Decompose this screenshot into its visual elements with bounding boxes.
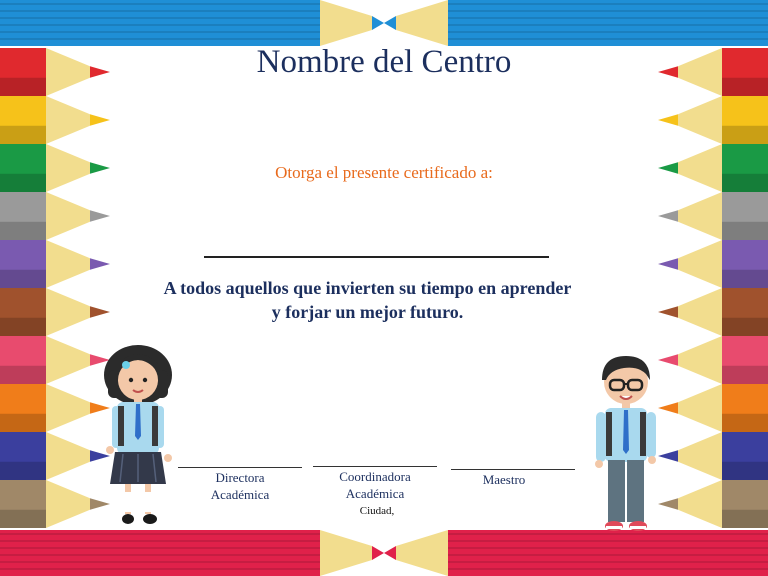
signature-label-maestro: Maestro <box>482 472 526 487</box>
signature-line-coordinadora <box>313 466 437 467</box>
pencil-left-6 <box>0 288 110 336</box>
pencil-right-7 <box>658 336 768 384</box>
certificate-subtitle: Otorga el presente certificado a: <box>275 163 493 182</box>
boy-student-illustration <box>588 350 664 540</box>
city-label: Ciudad, <box>359 505 395 517</box>
pencil-right-6 <box>658 288 768 336</box>
right-pencil-border <box>658 48 768 528</box>
signature-label-coordinadora: Coordinadora Académica <box>339 469 411 501</box>
certificate-message <box>140 276 595 324</box>
girl-student-illustration <box>98 342 182 532</box>
top-pencil-left-tip <box>320 0 372 46</box>
top-pencil-border <box>0 0 768 46</box>
pencil-right-4 <box>658 192 768 240</box>
message-line-1: A todos aquellos que invierten su tiempo en aprender <box>163 278 572 298</box>
pencil-left-1 <box>0 48 110 96</box>
bottom-pencil-left-tip <box>320 530 372 576</box>
top-pencil-right-tip <box>396 0 448 46</box>
signature-line-directora <box>178 467 302 468</box>
pencil-left-8 <box>0 384 110 432</box>
pencil-left-4 <box>0 192 110 240</box>
pencil-right-5 <box>658 240 768 288</box>
pencil-left-7 <box>0 336 110 384</box>
recipient-name-line <box>204 256 549 258</box>
message-line-2: y forjar un mejor futuro. <box>271 302 464 322</box>
pencil-right-2 <box>658 96 768 144</box>
signature-label-directora: Directora Académica <box>210 470 270 502</box>
bottom-pencil-right-tip <box>396 530 448 576</box>
pencil-left-9 <box>0 432 110 480</box>
pencil-left-5 <box>0 240 110 288</box>
left-pencil-border <box>0 48 110 528</box>
pencil-right-10 <box>658 480 768 528</box>
pencil-right-9 <box>658 432 768 480</box>
pencil-right-3 <box>658 144 768 192</box>
pencil-right-1 <box>658 48 768 96</box>
certificate-title: Nombre del Centro <box>256 44 512 80</box>
pencil-left-10 <box>0 480 110 528</box>
pencil-left-3 <box>0 144 110 192</box>
pencil-left-2 <box>0 96 110 144</box>
pencil-right-8 <box>658 384 768 432</box>
signature-line-maestro <box>451 469 575 470</box>
